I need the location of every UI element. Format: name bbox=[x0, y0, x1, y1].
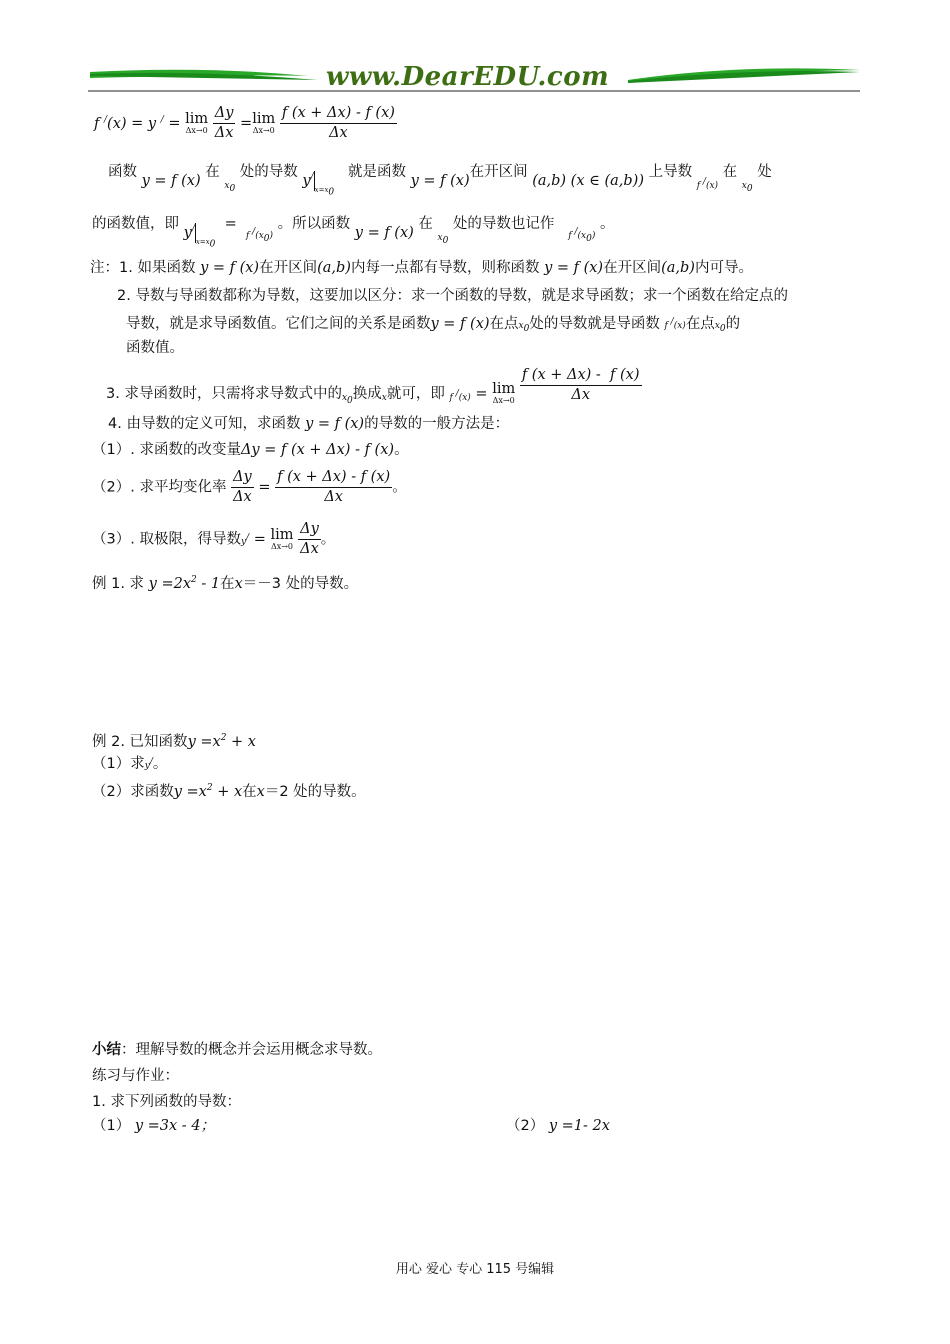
note3-c: 就可，即 bbox=[386, 385, 445, 402]
p1-text-b: 在 bbox=[205, 163, 220, 180]
summary-label: 小结 bbox=[92, 1042, 121, 1058]
note1-b: 在开区间 bbox=[259, 260, 318, 276]
ex2-a: 例 2. 已知函数 bbox=[92, 733, 188, 750]
note2-b: 导数，就是求导函数值。它们之间的关系是函数 bbox=[126, 316, 431, 332]
note4-b: 的导数的一般方法是： bbox=[364, 416, 510, 432]
hw1-2-expr: y =1- 2x bbox=[548, 1118, 610, 1134]
ex2-q2-c: ＝2 处的导数。 bbox=[264, 783, 366, 800]
note-2-line2: 导数，就是求导函数值。它们之间的关系是函数y = f (x)在点$x_0$处的导数就是导函数 f /(x)在点$x_0$的 bbox=[126, 316, 741, 334]
homework-1-1 bbox=[92, 1116, 215, 1136]
hw1-1-expr: y =3x - 4； bbox=[134, 1118, 216, 1134]
note4-a: 4. 由导数的定义可知，求函数 bbox=[108, 416, 301, 432]
hw1-1-label: （1） bbox=[92, 1118, 131, 1134]
example-2-q1: （1）求y/。 bbox=[92, 756, 168, 772]
ex1-b: 在 bbox=[220, 575, 235, 592]
ex1-c: ＝－3 处的导数。 bbox=[242, 575, 359, 592]
p1-text-f: 上导数 bbox=[648, 163, 693, 180]
derivative-definition-formula: f /(x) = y / = lim Δx→0 $\frac{\Delta y}{\Delta x}$ = lim Δx→0 $\frac{f (x + \Delta x) - f (x)}{\Delta x}$ bbox=[94, 105, 395, 141]
p1-text-a: 函数 bbox=[108, 163, 137, 180]
p1-text-g: 在 bbox=[722, 163, 738, 180]
definition-paragraph-line2: 的函数值，即 $y^/_{x=x_0} = _{f ^/(x_0)}$ 。所以函数 y = f (x) 在 $_{x_0}$ 处的导数也记作 $_{f ^/(x_0)}$ 。 bbox=[92, 215, 615, 250]
note-2-line1: 2. 导数与导函数都称为导数，这要加以区分：求一个函数的导数，就是求导函数；求一个函数在给定点的 bbox=[117, 288, 788, 304]
note3-a: 3. 求导函数时，只需将求导数式中的 bbox=[106, 385, 342, 402]
page-footer: 用心 爱心 专心 115 号编辑 bbox=[395, 1262, 555, 1277]
note1-d: 在开区间 bbox=[603, 260, 662, 276]
step-3: （3）. 取极限，得导数y/ = lim Δx→0 $\frac{\Delta y}{\Delta x}$ 。 bbox=[92, 521, 336, 557]
ex2-q1-a: （1）求 bbox=[92, 756, 145, 772]
p1-text-m: 。 bbox=[599, 215, 615, 232]
ex1-a: 例 1. 求 bbox=[92, 575, 145, 592]
p1-text-h: 处 bbox=[757, 163, 772, 180]
note1-a: 注：1. 如果函数 bbox=[90, 260, 196, 276]
step2-a: （2）. 求平均变化率 bbox=[92, 479, 227, 496]
definition-paragraph-line1: 函数 y = f (x) 在 $_{x_0}$ 处的导数 $y^/_{x=x_0}$ 就是函数 y = f (x)在开区间 (a,b) (x ∈ (a,b)) 上导数 $_{f ^/(x)}$ 在 $_{x_0}$ 处 bbox=[108, 163, 772, 198]
note-3: 3. 求导函数时，只需将求导数式中的$_{x_0}$换成$_x$就可，即 $_{f ^/(x)}$ = lim Δx→0 $\frac{f (x + \Delta x) - f (x)}{\Delta x}$ bbox=[106, 367, 640, 406]
step1-a: （1）. 求函数的改变量 bbox=[92, 442, 241, 458]
homework-item-1: 1. 求下列函数的导数： bbox=[92, 1094, 241, 1110]
step-2: （2）. 求平均变化率 $\frac{\Delta y}{\Delta x}$ = $\frac{f (x + \Delta x) - f (x)}{\Delta x}$ 。 bbox=[92, 469, 407, 505]
note2-c: 在点 bbox=[489, 316, 519, 332]
note1-c: 内每一点都有导数，则称函数 bbox=[350, 260, 540, 276]
hw1-2-label: （2） bbox=[506, 1118, 545, 1134]
ex2-q2-b: 在 bbox=[242, 783, 257, 800]
note1-e: 内可导。 bbox=[694, 260, 753, 276]
example-1: 例 1. 求 $y =2x^2 - 1$在x＝－3 处的导数。 bbox=[92, 575, 359, 592]
p1-text-k: 在 bbox=[418, 215, 433, 232]
header-banner bbox=[88, 60, 862, 96]
homework-1-2 bbox=[506, 1116, 610, 1136]
p1-text-i: 的函数值，即 bbox=[92, 215, 179, 232]
summary-text: ：理解导数的概念并会运用概念求导数。 bbox=[121, 1042, 382, 1058]
note2-e: 在点 bbox=[685, 316, 715, 332]
p1-text-e: 在开区间 bbox=[469, 163, 528, 180]
step-1: （1）. 求函数的改变量Δy = f (x + Δx) - f (x)。 bbox=[92, 442, 409, 458]
p1-text-l: 处的导数也记作 bbox=[452, 215, 555, 232]
step1-b: 。 bbox=[394, 442, 409, 458]
step2-b: 。 bbox=[392, 479, 407, 496]
step3-b: 。 bbox=[320, 531, 336, 548]
note-1: 注：1. 如果函数 y = f (x)在开区间(a,b)内每一点都有导数，则称函数 y = f (x)在开区间(a,b)内可导。 bbox=[90, 260, 753, 276]
ex2-q2-a: （2）求函数 bbox=[92, 783, 174, 800]
note2-d: 处的导数就是导函数 bbox=[529, 316, 660, 332]
ex2-q1-b: 。 bbox=[152, 756, 168, 772]
example-2-q2: （2）求函数$y =x^2 + x$在x＝2 处的导数。 bbox=[92, 783, 366, 800]
p1-text-c: 处的导数 bbox=[239, 163, 298, 180]
summary bbox=[92, 1040, 382, 1060]
note-4: 4. 由导数的定义可知，求函数 y = f (x)的导数的一般方法是： bbox=[108, 416, 510, 432]
p1-text-j: 。所以函数 bbox=[277, 215, 351, 232]
example-2: 例 2. 已知函数$y =x^2 + x$ bbox=[92, 733, 256, 750]
homework-title: 练习与作业： bbox=[92, 1068, 179, 1084]
note2-f: 的 bbox=[725, 316, 741, 332]
p1-text-d: 就是函数 bbox=[347, 163, 406, 180]
note3-b: 换成 bbox=[352, 385, 382, 402]
step3-a: （3）. 取极限，得导数 bbox=[92, 531, 241, 548]
note-2-line3: 函数值。 bbox=[126, 340, 184, 356]
site-logo-text: www.DearEDU.com bbox=[326, 62, 610, 92]
